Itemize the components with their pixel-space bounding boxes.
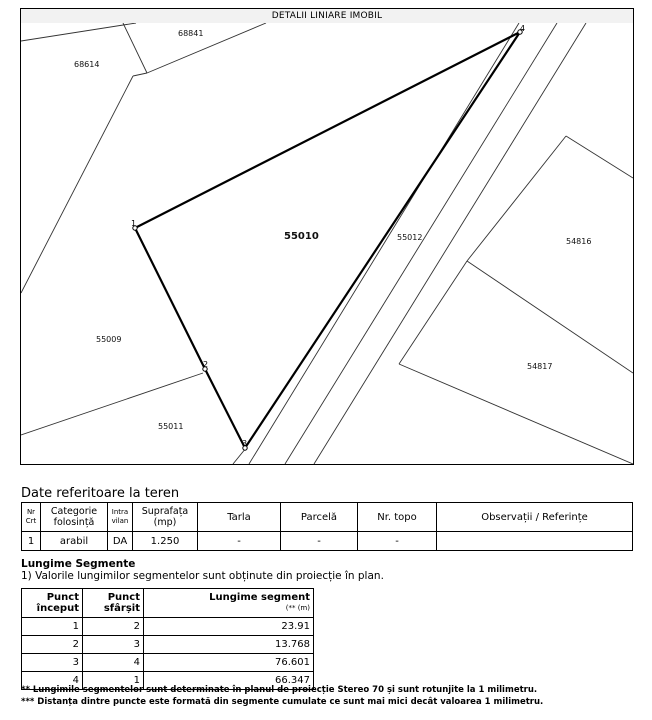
cell-tarla: - xyxy=(198,532,281,551)
parcel-label-55012: 55012 xyxy=(397,233,423,242)
cell-start: 4 xyxy=(22,672,83,690)
cell-end: 1 xyxy=(83,672,144,690)
boundary-line xyxy=(467,136,566,261)
point-label-2: 2 xyxy=(203,360,209,369)
col-observatii: Observații / Referințe xyxy=(437,503,633,532)
boundary-line xyxy=(123,23,147,73)
segmente-note: 1) Valorile lungimilor segmentelor sunt obținute din proiecție în plan. xyxy=(21,570,384,582)
cell-categorie: arabil xyxy=(41,532,108,551)
cell-length: 23.91 xyxy=(144,618,314,636)
boundary-line xyxy=(147,23,266,73)
segment-row xyxy=(22,636,314,654)
cell-start: 2 xyxy=(22,636,83,654)
lungime-unit: (** (m) xyxy=(285,604,310,612)
parcel-label-55011: 55011 xyxy=(158,422,184,431)
col-parcela: Parcelă xyxy=(281,503,358,532)
point-label-1: 1 xyxy=(131,219,137,228)
parcel-label-68614: 68614 xyxy=(74,60,100,69)
boundary-line xyxy=(467,261,633,373)
boundary-line xyxy=(566,136,633,178)
col-intravilan: Intra vilan xyxy=(108,503,133,532)
map-header: DETALII LINIARE IMOBIL xyxy=(20,8,634,24)
lungime-label: Lungime segment xyxy=(209,592,310,603)
cell-end: 4 xyxy=(83,654,144,672)
teren-section-title: Date referitoare la teren xyxy=(21,486,180,501)
boundary-line xyxy=(399,261,467,364)
col-nr-crt: Nr Crt xyxy=(22,503,41,532)
boundary-line xyxy=(399,364,633,464)
col-lungime xyxy=(144,589,314,618)
parcel-label-55010: 55010 xyxy=(284,231,319,242)
boundary-line xyxy=(21,76,133,293)
segmente-table xyxy=(21,588,314,690)
parcel-55010-outline xyxy=(135,32,520,448)
cell-parcela: - xyxy=(281,532,358,551)
cell-end: 2 xyxy=(83,618,144,636)
col-categorie: Categorie folosință xyxy=(41,503,108,532)
cell-observatii xyxy=(437,532,633,551)
cell-length: 76.601 xyxy=(144,654,314,672)
col-tarla: Tarla xyxy=(198,503,281,532)
cell-start: 1 xyxy=(22,618,83,636)
segmente-header-row xyxy=(22,589,314,618)
segment-row xyxy=(22,618,314,636)
boundary-line xyxy=(21,23,136,41)
point-label-4: 4 xyxy=(520,24,526,33)
parcel-label-68841: 68841 xyxy=(178,29,204,38)
cell-intravilan: DA xyxy=(108,532,133,551)
teren-header-row xyxy=(22,503,633,532)
cell-suprafata: 1.250 xyxy=(133,532,198,551)
point-label-3: 3 xyxy=(242,439,248,448)
parcel-label-54816: 54816 xyxy=(566,237,592,246)
col-punct-inceput: Punct început xyxy=(22,589,83,618)
cell-start: 3 xyxy=(22,654,83,672)
map-drawing xyxy=(21,23,633,464)
boundary-line xyxy=(133,73,147,76)
cell-length: 66.347 xyxy=(144,672,314,690)
footnote-2: *** Distanța dintre puncte este formată din segmente cumulate ce sunt mai mici decât valoarea 1 milimetru. xyxy=(21,697,544,707)
footnote-1: ** Lungimile segmentelor sunt determinate în planul de proiecție Stereo 70 și sunt rotunjite la 1 milimetru. xyxy=(21,685,538,695)
parcel-label-55009: 55009 xyxy=(96,335,122,344)
teren-row xyxy=(22,532,633,551)
road-edge xyxy=(314,23,586,464)
col-punct-sfarsit: Punct sfârșit xyxy=(83,589,144,618)
segment-row xyxy=(22,654,314,672)
cell-end: 3 xyxy=(83,636,144,654)
teren-table xyxy=(21,502,633,551)
cell-nr-topo: - xyxy=(358,532,437,551)
segmente-title: Lungime Segmente xyxy=(21,558,136,570)
parcel-label-54817: 54817 xyxy=(527,362,553,371)
cell-length: 13.768 xyxy=(144,636,314,654)
col-suprafata: Suprafața (mp) xyxy=(133,503,198,532)
col-nr-topo: Nr. topo xyxy=(358,503,437,532)
cadastral-map xyxy=(20,23,634,465)
cell-nr: 1 xyxy=(22,532,41,551)
road-edge xyxy=(285,23,557,464)
